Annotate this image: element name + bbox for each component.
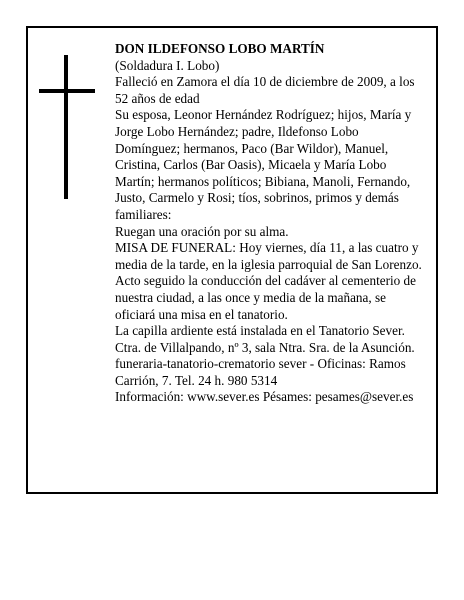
funeral-home-offices: funeraria-tanatorio-crematorio sever - Oficinas: Ramos Carrión, 7. Tel. 24 h. 980 5314 [115,356,406,388]
prayer-request: Ruegan una oración por su alma. [115,223,289,239]
cross-vertical-bar [64,55,68,199]
chapel-location: La capilla ardiente está instalada en el Tanatorio Sever. Ctra. de Villalpando, nº 3, sala Ntra. Sra. de la Asunción. [115,323,415,355]
cross-horizontal-bar [39,89,95,93]
death-statement: Falleció en Zamora el día 10 de diciembre de 2009, a los 52 años de edad [115,74,415,106]
deceased-name: DON ILDEFONSO LOBO MARTÍN [115,41,325,56]
funeral-details: MISA DE FUNERAL: Hoy viernes, día 11, a las cuatro y media de la tarde, en la iglesia parroquial de San Lorenzo. Acto seguido la conducción del cadáver al cementerio de nuestra ciudad, a las once y media de la mañana, se oficiará una misa en el tanatorio. [115,240,422,322]
notice-text [115,41,425,406]
deceased-alias: (Soldadura I. Lobo) [115,57,220,73]
contact-information: Información: www.sever.es Pésames: pesames@sever.es [115,389,414,405]
cross-icon [39,55,95,199]
family-list: Su esposa, Leonor Hernández Rodríguez; hijos, María y Jorge Lobo Hernández; padre, Ildefonso Lobo Domínguez; hermanos, Paco (Bar Wildor), Manuel, Cristina, Carlos (Bar Oasis), Micaela y María Lobo Martín; hermanos políticos; Bibiana, Manoli, Fernando, Justo, Carmelo y Rosi; tíos, sobrinos, primos y demás familiares: [115,107,412,222]
obituary-notice [26,26,438,494]
